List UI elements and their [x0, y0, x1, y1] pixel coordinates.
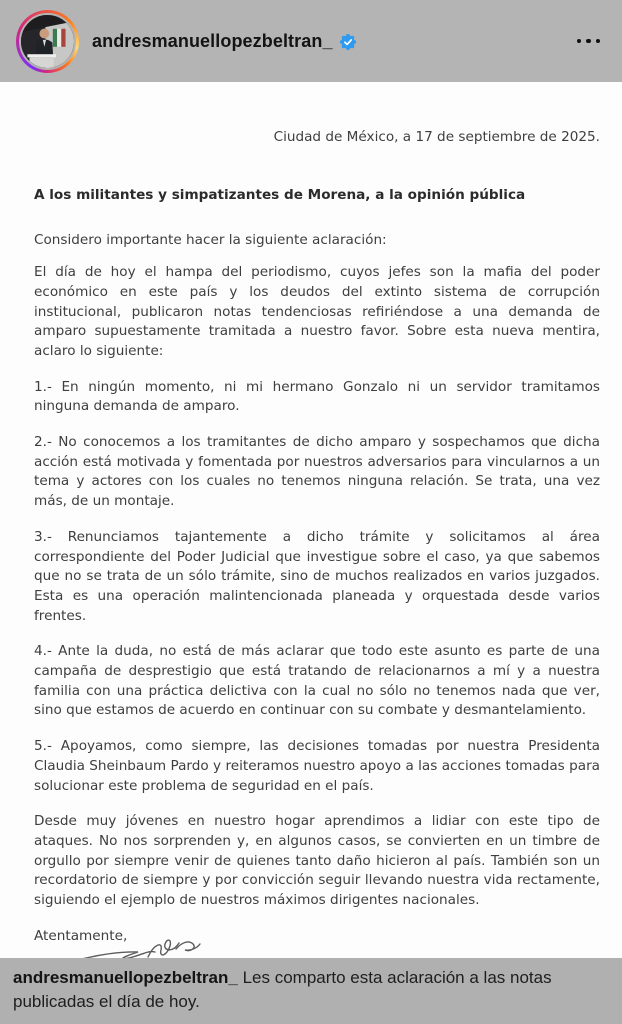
letter-paragraph: El día de hoy el hampa del periodismo, cuyos jefes son la mafia del poder económico en este país y los deudos del extinto sistema de corrupción institucional, publicaron notas tendenciosas refiriéndose a una demanda de amparo supuestamente tramitada a nuestro favor. Sobre esta nueva mentira, aclaro lo siguiente:	[34, 264, 600, 359]
dot-icon	[596, 39, 601, 44]
letter-salutation: A los militantes y simpatizantes de Morena, a la opinión pública	[34, 186, 526, 203]
letter-paragraph: 2.- No conocemos a los tramitantes de dicho amparo y sospechamos que dicha acción está motivada y fomentada por nuestros adversarios para vincularnos a un tema y actores con los cuales no tenemos ninguna relación. Se trata, una vez más, de un montaje.	[34, 434, 600, 510]
letter-paragraph: 1.- En ningún momento, ni mi hermano Gonzalo ni un servidor tramitamos ninguna demanda de amparo.	[34, 378, 600, 415]
user-line	[92, 31, 356, 52]
caption-text: Les comparto esta aclaración a las notas publicadas el día de hoy.	[13, 968, 552, 1011]
verified-badge-icon	[340, 34, 356, 50]
letter-paragraph: Desde muy jóvenes en nuestro hogar aprendimos a lidiar con este tipo de ataques. No nos sorprenden y, en algunos casos, se convierten en un timbre de orgullo por siempre venir de quienes tanto daño hicieron al país. También son un recordatorio de siempre y por convicción seguir llevando nuestra vida rectamente, siguiendo el ejemplo de nuestros máximos dirigentes nacionales.	[34, 813, 600, 909]
letter-closing: Atentamente,	[34, 927, 128, 944]
header-username[interactable]: andresmanuellopezbeltran_	[92, 30, 333, 51]
dot-icon	[577, 39, 582, 44]
letter-paragraph: 4.- Ante la duda, no está de más aclarar que todo este asunto es parte de una campaña de desprestigio que está tratando de relacionarnos a mí y a nuestra familia con una práctica delictiva con la cual no sólo no tenemos nada que ver, sino que estamos de acuerdo en continuar con su combate y desmantelamiento.	[34, 643, 600, 719]
letter-paragraphs	[34, 263, 600, 911]
letter-paragraph: 5.- Apoyamos, como siempre, las decisiones tomadas por nuestra Presidenta Claudia Sheinbaum Pardo y reiteramos nuestro apoyo a las acciones tomadas para solucionar este problema de seguridad en el país.	[34, 738, 600, 794]
caption-bar	[0, 958, 622, 1024]
more-options-button[interactable]	[575, 31, 603, 52]
post-header	[0, 0, 622, 82]
avatar-photo-icon	[21, 15, 74, 68]
dot-icon	[586, 39, 591, 44]
post-image-letter[interactable]	[0, 82, 622, 958]
story-ring[interactable]	[16, 10, 79, 73]
letter-intro: Considero importante hacer la siguiente aclaración:	[34, 232, 387, 249]
letter-date: Ciudad de México, a 17 de septiembre de 2025.	[273, 129, 600, 145]
letter-paragraph: 3.- Renunciamos tajantemente a dicho trámite y solicitamos al área correspondiente del Poder Judicial que investigue sobre el caso, ya que sabemos que no se trata de un sólo trámite, sino de muchos realizados en varios juzgados. Esta es una operación malintencionada planeada y orquestada desde varios frentes.	[34, 528, 600, 624]
avatar[interactable]	[19, 13, 76, 70]
caption-username[interactable]: andresmanuellopezbeltran_	[13, 968, 238, 987]
signature-block	[34, 927, 600, 958]
